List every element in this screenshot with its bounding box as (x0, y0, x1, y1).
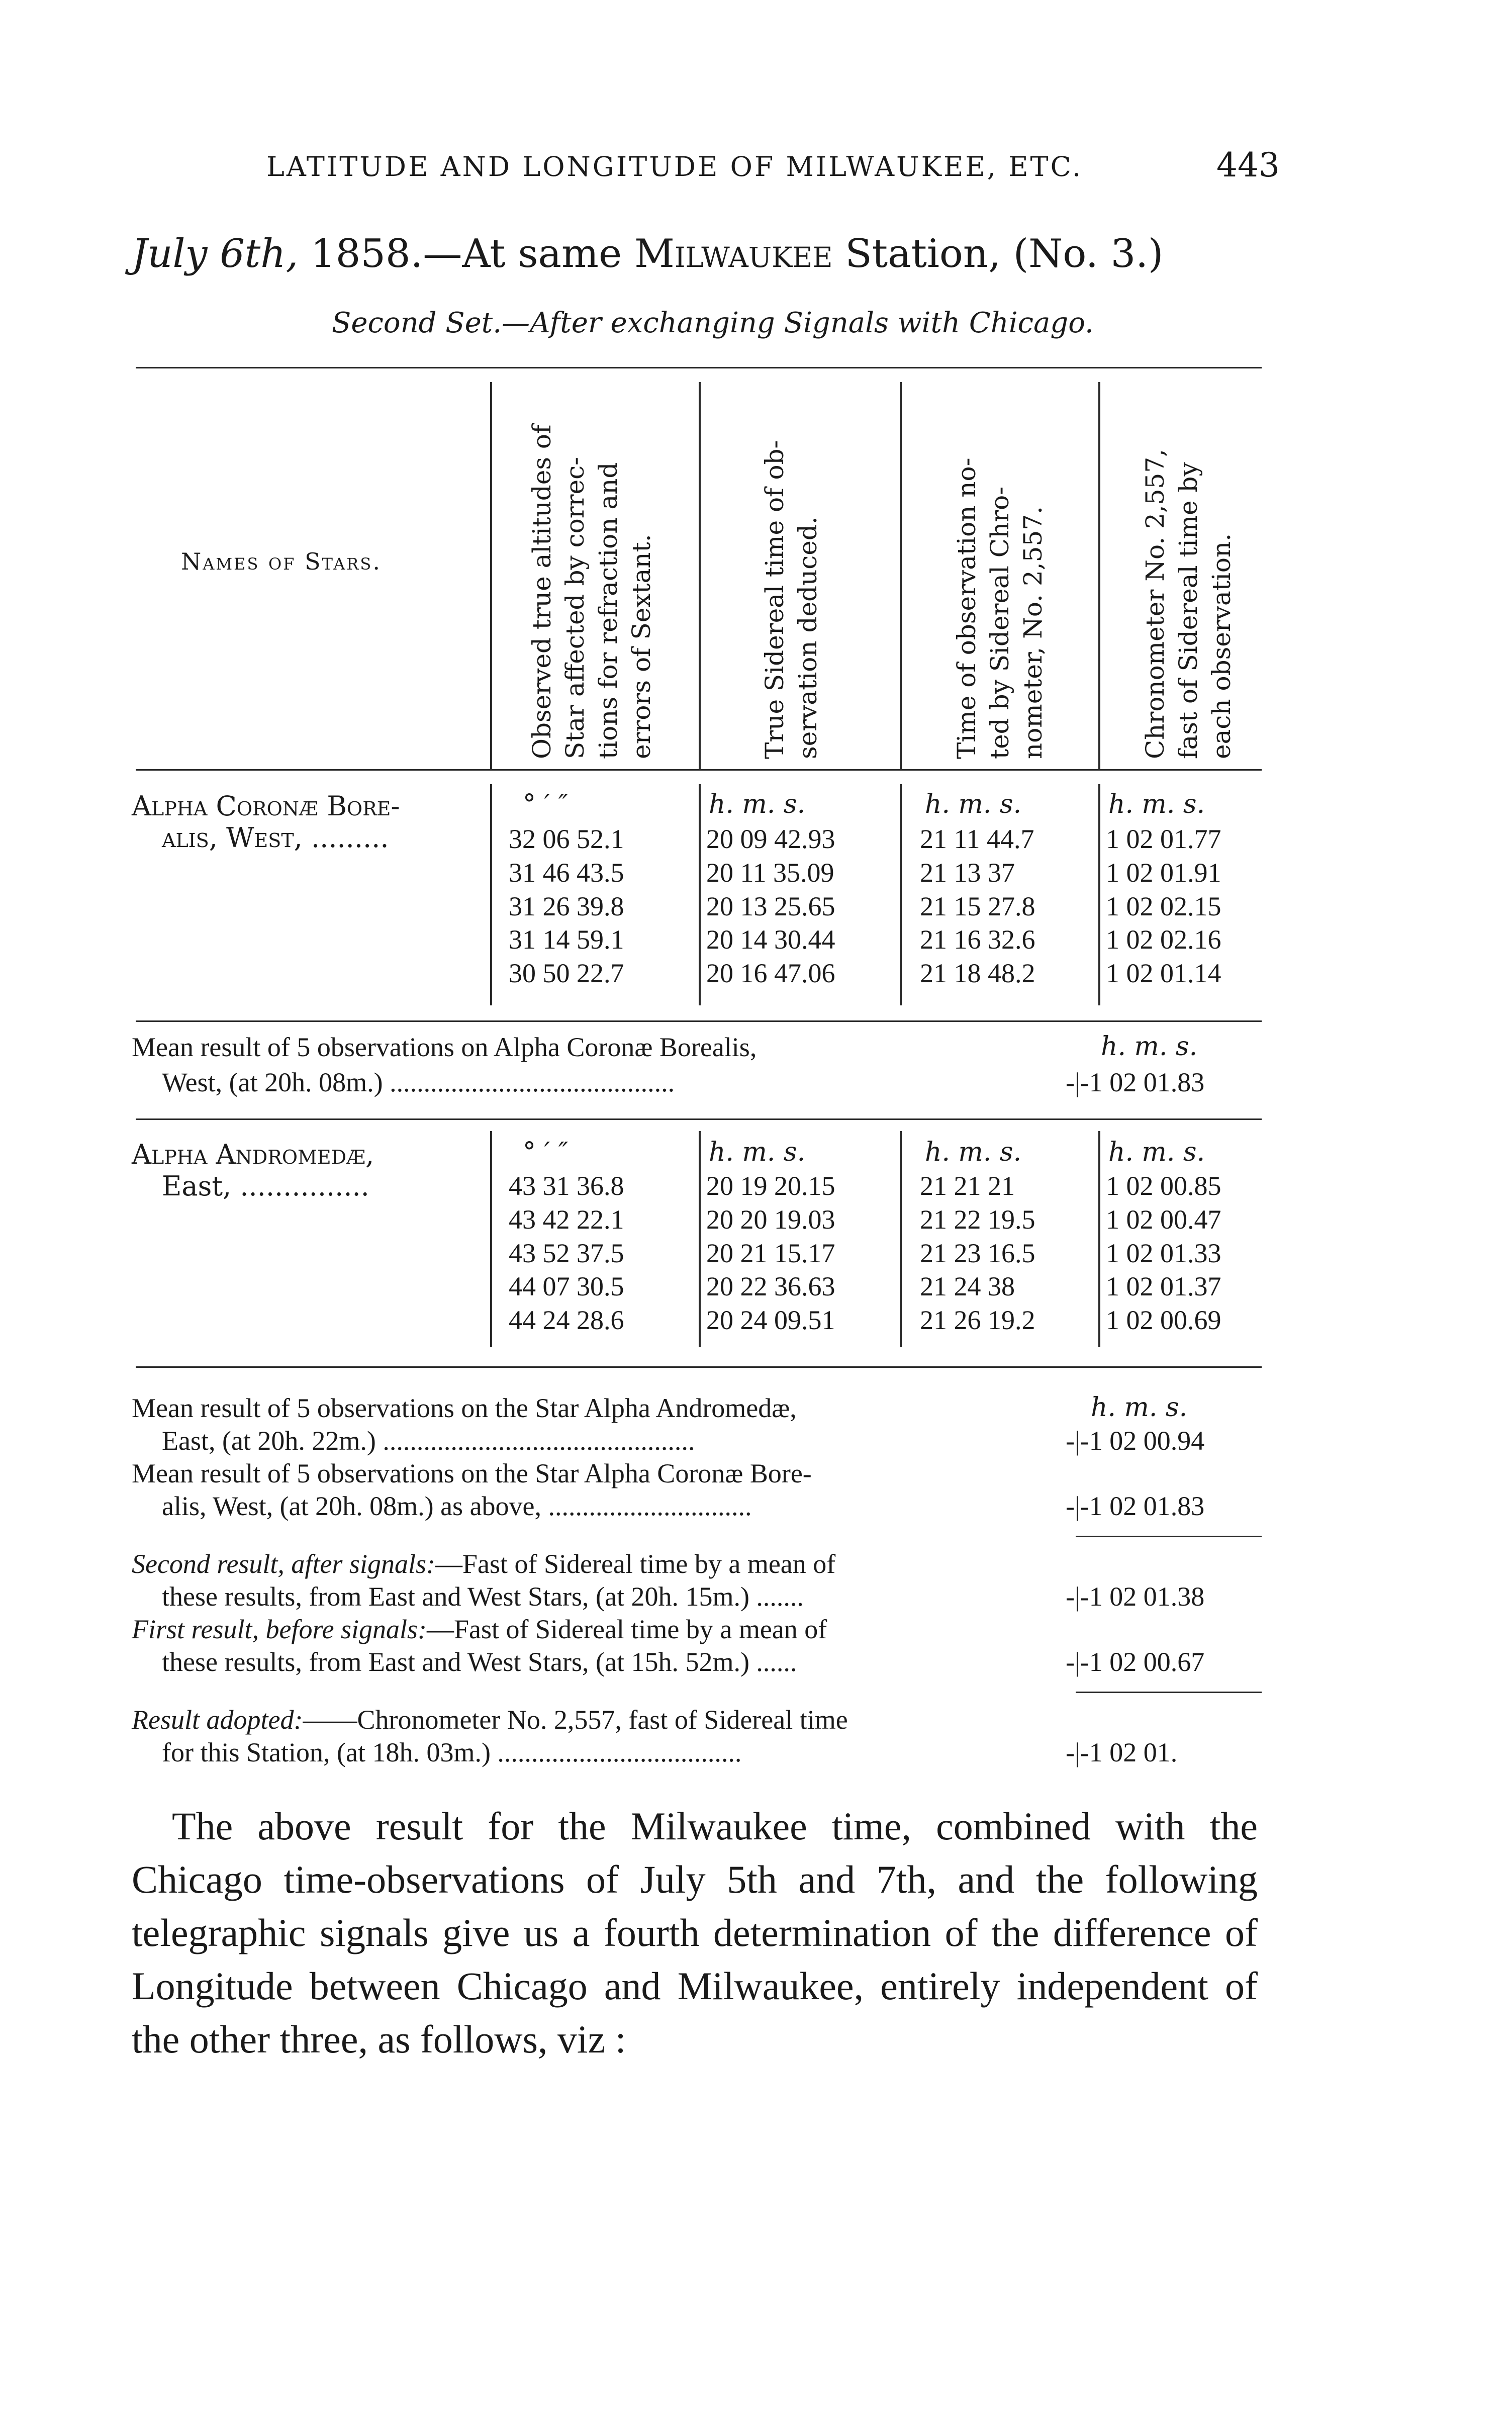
col-divider (1098, 1131, 1100, 1347)
star-line2: alis, West, ......... (162, 822, 389, 854)
cell-sidereal: 20 24 09.51 (706, 1305, 835, 1335)
cell-observation: 21 23 16.5 (920, 1238, 1035, 1268)
cell-observation: 21 21 21 (920, 1171, 1015, 1201)
group-rule (136, 1118, 1262, 1120)
cell-sidereal: 20 13 25.65 (706, 891, 835, 921)
cell-chronometer: 1 02 02.16 (1106, 924, 1221, 955)
units-observation: h. m. s. (925, 789, 1022, 819)
col-divider (699, 1131, 701, 1347)
cell-chronometer: 1 02 01.77 (1106, 824, 1221, 854)
summary-second-line1 (132, 1548, 835, 1579)
cell-altitude: 43 42 22.1 (509, 1204, 624, 1235)
cell-altitude: 31 46 43.5 (509, 858, 624, 888)
cell-altitude: 44 07 30.5 (509, 1271, 624, 1301)
cell-altitude: 31 14 59.1 (509, 924, 624, 955)
cell-chronometer: 1 02 00.85 (1106, 1171, 1221, 1201)
summary-west-value: -|-1 02 01.83 (1066, 1491, 1205, 1521)
cell-sidereal: 20 22 36.63 (706, 1271, 835, 1301)
col-header-observation: Time of observation no- ted by Sidereal Chro- nometer, No. 2,557. (952, 457, 1048, 759)
star-line1: Alpha Coronæ Bore- (132, 790, 400, 822)
cell-sidereal: 20 20 19.03 (706, 1204, 835, 1235)
units-chronometer: h. m. s. (1108, 1137, 1205, 1167)
cell-altitude: 43 52 37.5 (509, 1238, 624, 1268)
units-sidereal: h. m. s. (709, 1137, 806, 1167)
star-name-corona (132, 790, 400, 854)
col-divider (1098, 382, 1100, 769)
summary-first-value: -|-1 02 00.67 (1066, 1647, 1205, 1677)
cell-sidereal: 20 09 42.93 (706, 824, 835, 854)
units-chronometer: h. m. s. (1108, 789, 1205, 819)
summary-east-line2: East, (at 20h. 22m.) .............................................. (162, 1426, 695, 1456)
page-number: 443 (1216, 146, 1280, 184)
summary-east-line1: Mean result of 5 observations on the Star Alpha Andromedæ, (132, 1393, 797, 1423)
second-label: Second result, after signals: (132, 1549, 435, 1579)
col-header-altitudes: Observed true altitudes of Star affected by correc- tions for refraction and errors of Sextant. (527, 424, 656, 759)
mean-corona-line1 (132, 1032, 757, 1063)
units-altitude: ° ′ ″ (523, 1137, 569, 1167)
col-divider (1098, 784, 1100, 1005)
cell-observation: 21 13 37 (920, 858, 1015, 888)
table-top-rule (136, 367, 1262, 368)
cell-sidereal: 20 11 35.09 (706, 858, 834, 888)
units-observation: h. m. s. (925, 1137, 1022, 1167)
cell-chronometer: 1 02 01.37 (1106, 1271, 1221, 1301)
col-header-chronometer: Chronometer No. 2,557, fast of Sidereal time by each observation. (1141, 448, 1236, 759)
first-text: —Fast of Sidereal time by a mean of (427, 1614, 827, 1644)
col-divider (900, 784, 902, 1005)
heading-date: July 6th, (132, 231, 299, 276)
cell-observation: 21 22 19.5 (920, 1204, 1035, 1235)
summary-west-line2: alis, West, (at 20h. 08m.) as above, .............................. (162, 1491, 752, 1521)
units-altitude: ° ′ ″ (523, 789, 569, 819)
cell-sidereal: 20 19 20.15 (706, 1171, 835, 1201)
running-title: LATITUDE AND LONGITUDE OF MILWAUKEE, ETC. (266, 151, 1083, 182)
summary-adopted-line2: for this Station, (at 18h. 03m.) .................................... (162, 1737, 742, 1767)
mean-corona-text: Mean result of 5 observations on Alpha Coronæ Borealis, (132, 1032, 757, 1062)
heading-station-rest: Station, (No. 3.) (845, 231, 1164, 276)
mean-corona-value: -|-1 02 01.83 (1066, 1067, 1205, 1097)
cell-sidereal: 20 14 30.44 (706, 924, 835, 955)
summary-east-value: -|-1 02 00.94 (1066, 1426, 1205, 1456)
cell-chronometer: 1 02 01.91 (1106, 858, 1221, 888)
cell-chronometer: 1 02 00.69 (1106, 1305, 1221, 1335)
units-sidereal: h. m. s. (709, 789, 806, 819)
col-divider (490, 1131, 492, 1347)
cell-sidereal: 20 21 15.17 (706, 1238, 835, 1268)
second-text: —Fast of Sidereal time by a mean of (435, 1549, 836, 1579)
cell-altitude: 44 24 28.6 (509, 1305, 624, 1335)
table-header-rule (136, 769, 1262, 771)
cell-chronometer: 1 02 01.14 (1106, 958, 1221, 988)
section-subtitle: Second Set.—After exchanging Signals with Chicago. (332, 307, 1094, 339)
sum-rule (1076, 1692, 1262, 1693)
cell-chronometer: 1 02 01.33 (1106, 1238, 1221, 1268)
cell-altitude: 30 50 22.7 (509, 958, 624, 988)
cell-altitude: 43 31 36.8 (509, 1171, 624, 1201)
cell-observation: 21 11 44.7 (920, 824, 1034, 854)
cell-chronometer: 1 02 00.47 (1106, 1204, 1221, 1235)
first-label: First result, before signals: (132, 1614, 427, 1644)
summary-first-line2: these results, from East and West Stars, (at 15h. 52m.) ...... (162, 1647, 797, 1677)
col-divider (490, 784, 492, 1005)
summary-east-units: h. m. s. (1091, 1392, 1188, 1423)
cell-chronometer: 1 02 02.15 (1106, 891, 1221, 921)
heading-station-name: Milwaukee (634, 231, 833, 276)
sum-rule (1076, 1536, 1262, 1537)
col-divider (699, 784, 701, 1005)
col-divider (699, 382, 701, 769)
col-divider (900, 382, 902, 769)
col-divider (490, 382, 492, 769)
group-rule (136, 1366, 1262, 1368)
cell-observation: 21 16 32.6 (920, 924, 1035, 955)
body-paragraph: The above result for the Milwaukee time, combined with the Chicago time-observations of July 5th and 7th, and the following telegraphic signals give us a fourth determination of the difference of Longitude between Chicago and Milwaukee, entirely independent of the other three, as follows, viz : (132, 1804, 1258, 2061)
adopted-text: ——Chronometer No. 2,557, fast of Sidereal time (303, 1705, 848, 1735)
mean-corona-units: h. m. s. (1101, 1032, 1198, 1062)
cell-observation: 21 18 48.2 (920, 958, 1035, 988)
summary-west-line1: Mean result of 5 observations on the Star Alpha Coronæ Bore- (132, 1458, 812, 1488)
summary-adopted-value: -|-1 02 01. (1066, 1737, 1178, 1767)
cell-observation: 21 15 27.8 (920, 891, 1035, 921)
summary-adopted-line1 (132, 1704, 848, 1735)
adopted-label: Result adopted: (132, 1705, 303, 1735)
heading-text: 1858.—At same (311, 231, 622, 276)
summary-first-line1 (132, 1614, 827, 1645)
mean-corona-line2: West, (at 20h. 08m.) .......................................... (162, 1067, 675, 1097)
cell-sidereal: 20 16 47.06 (706, 958, 835, 988)
star-line2: East, ............... (162, 1170, 369, 1202)
col-header-sidereal: True Sidereal time of ob- servation deduced. (760, 440, 822, 759)
cell-altitude: 32 06 52.1 (509, 824, 624, 854)
star-line1: Alpha Andromedæ, (132, 1139, 374, 1170)
col-header-names: Names of Stars. (181, 548, 382, 575)
cell-altitude: 31 26 39.8 (509, 891, 624, 921)
cell-observation: 21 24 38 (920, 1271, 1015, 1301)
cell-observation: 21 26 19.2 (920, 1305, 1035, 1335)
summary-second-line2: these results, from East and West Stars, (at 20h. 15m.) ....... (162, 1581, 804, 1612)
section-heading (132, 231, 1163, 276)
col-divider (900, 1131, 902, 1347)
summary-second-value: -|-1 02 01.38 (1066, 1581, 1205, 1612)
group-rule (136, 1020, 1262, 1022)
star-name-andromedae (132, 1139, 374, 1202)
